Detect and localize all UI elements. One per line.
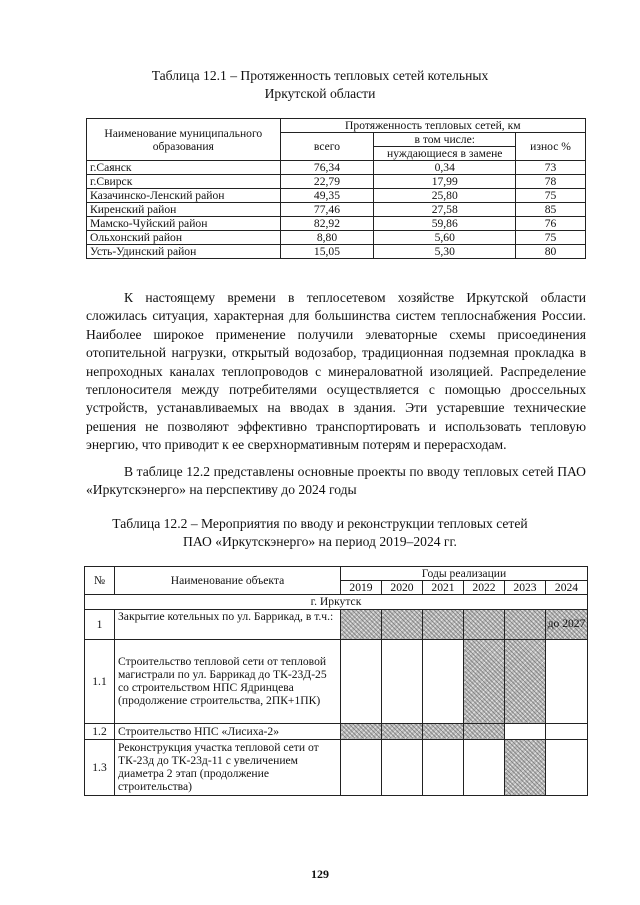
- year-header: 2019: [341, 581, 382, 595]
- heat-network-length-table: [86, 118, 586, 259]
- total-cell: 15,05: [280, 245, 374, 259]
- table-row: [87, 203, 586, 217]
- year-cell: [505, 723, 546, 739]
- table-row: [87, 161, 586, 175]
- row-number: 1: [85, 609, 115, 639]
- object-name: Закрытие котельных по ул. Баррикад, в т.ч.:: [115, 609, 341, 639]
- paragraph-projects-intro: В таблице 12.2 представлены основные проекты по вводу тепловых сетей ПАО «Иркутскэнерго» на перспективу до 2024 годы: [86, 464, 586, 498]
- table-row: [87, 217, 586, 231]
- header-need-replace: нуждающиеся в замене: [374, 147, 516, 161]
- table2-caption: [0, 515, 640, 551]
- municipality-cell: г.Саянск: [87, 161, 281, 175]
- year-header: 2020: [382, 581, 423, 595]
- object-name: Реконструкция участка тепловой сети от ТК-23д до ТК-23д-11 с увеличением диаметра 2 этап (продолжение строительства): [115, 739, 341, 795]
- year-cell-shaded: [464, 639, 505, 723]
- replace-cell: 25,80: [374, 189, 516, 203]
- year-cell-shaded: [505, 639, 546, 723]
- year-header: 2023: [505, 581, 546, 595]
- year-cell-shaded: [341, 723, 382, 739]
- year-cell-shaded: [341, 609, 382, 639]
- table-row: [87, 175, 586, 189]
- year-cell-shaded: [505, 609, 546, 639]
- header-years-group: Годы реализации: [341, 567, 588, 581]
- total-cell: 77,46: [280, 203, 374, 217]
- total-cell: 22,79: [280, 175, 374, 189]
- row-number: 1.1: [85, 639, 115, 723]
- year-header: 2022: [464, 581, 505, 595]
- year-cell-shaded: [464, 723, 505, 739]
- wear-cell: 80: [516, 245, 586, 259]
- wear-cell: 73: [516, 161, 586, 175]
- wear-cell: 78: [516, 175, 586, 189]
- table-row: [85, 723, 588, 739]
- header-including: в том числе:: [374, 133, 516, 147]
- year-cell-shaded: [505, 739, 546, 795]
- year-cell: [423, 739, 464, 795]
- table-row: [85, 739, 588, 795]
- table2-caption-line1: Таблица 12.2 – Мероприятия по вводу и реконструкции тепловых сетей: [112, 516, 528, 531]
- wear-cell: 75: [516, 231, 586, 245]
- table1-body: [87, 161, 586, 259]
- year-cell: [464, 739, 505, 795]
- header-wear: износ %: [516, 133, 586, 161]
- table-row: [85, 639, 588, 723]
- replace-cell: 5,30: [374, 245, 516, 259]
- wear-cell: 85: [516, 203, 586, 217]
- page-number: 129: [311, 867, 329, 881]
- replace-cell: 0,34: [374, 161, 516, 175]
- row-number: 1.2: [85, 723, 115, 739]
- wear-cell: 75: [516, 189, 586, 203]
- year-cell: [382, 739, 423, 795]
- year-cell-shaded: [382, 609, 423, 639]
- total-cell: 49,35: [280, 189, 374, 203]
- table-row: [87, 245, 586, 259]
- object-name: Строительство тепловой сети от тепловой магистрали по ул. Баррикад до ТК-23Д-25 со строительством НПС Ядринцева (продолжение строительства, 2ПК+1ПК): [115, 639, 341, 723]
- year-cell: [546, 723, 588, 739]
- municipality-cell: г.Свирск: [87, 175, 281, 189]
- total-cell: 76,34: [280, 161, 374, 175]
- table-row: [87, 231, 586, 245]
- header-municipality: Наименование муниципального образования: [87, 119, 281, 161]
- municipality-cell: Казачинско-Ленский район: [87, 189, 281, 203]
- replace-cell: 17,99: [374, 175, 516, 189]
- year-cell: [546, 639, 588, 723]
- header-object-name: Наименование объекта: [115, 567, 341, 595]
- municipality-cell: Мамско-Чуйский район: [87, 217, 281, 231]
- replace-cell: 5,60: [374, 231, 516, 245]
- replace-cell: 27,58: [374, 203, 516, 217]
- table2-caption-line2: ПАО «Иркутскэнерго» на период 2019–2024 гг.: [183, 534, 457, 549]
- year-cell-shaded: [423, 723, 464, 739]
- table-row: [87, 189, 586, 203]
- municipality-cell: Киренский район: [87, 203, 281, 217]
- table1-caption: [0, 67, 640, 103]
- year-cell: [341, 739, 382, 795]
- paragraph-heat-situation: К настоящему времени в теплосетевом хозяйстве Иркутской области сложилась ситуация, характерная для большинства систем теплоснабжения России. Наиболее широкое применение получили элеваторные схемы присоединения отопительной нагрузки, открытый водозабор, традиционная подземная прокладка в непроходных каналах теплопроводов с минераловатной изоляцией. Распределение теплоносителя между потребителями осуществляется с помощью дроссельных устройств, устанавливаемых на вводах в здания. Эти устаревшие технические решения не позволяют эффективно транспортировать и использовать тепловую энергию, что приводит к ее сверхнормативным потерям и перерасходам.: [86, 290, 586, 453]
- year-cell-shaded: [382, 723, 423, 739]
- header-num: №: [85, 567, 115, 595]
- table2-body: [85, 609, 588, 795]
- projects-table: [84, 566, 588, 796]
- table-row: [85, 609, 588, 639]
- year-cell-shaded: [423, 609, 464, 639]
- year-cell-shaded: до 2027: [546, 609, 588, 639]
- table1-caption-line2: Иркутской области: [264, 86, 376, 101]
- year-cell: [382, 639, 423, 723]
- wear-cell: 76: [516, 217, 586, 231]
- header-length-group: Протяженность тепловых сетей, км: [280, 119, 585, 133]
- year-cell: [546, 739, 588, 795]
- table1-caption-line1: Таблица 12.1 – Протяженность тепловых сетей котельных: [151, 68, 489, 83]
- row-number: 1.3: [85, 739, 115, 795]
- header-total: всего: [280, 133, 374, 161]
- year-cell-shaded: [464, 609, 505, 639]
- city-row: г. Иркутск: [85, 595, 588, 609]
- municipality-cell: Усть-Удинский район: [87, 245, 281, 259]
- year-header: 2021: [423, 581, 464, 595]
- municipality-cell: Ольхонский район: [87, 231, 281, 245]
- year-cell: [423, 639, 464, 723]
- total-cell: 82,92: [280, 217, 374, 231]
- object-name: Строительство НПС «Лисиха-2»: [115, 723, 341, 739]
- replace-cell: 59,86: [374, 217, 516, 231]
- total-cell: 8,80: [280, 231, 374, 245]
- year-cell: [341, 639, 382, 723]
- year-header: 2024: [546, 581, 588, 595]
